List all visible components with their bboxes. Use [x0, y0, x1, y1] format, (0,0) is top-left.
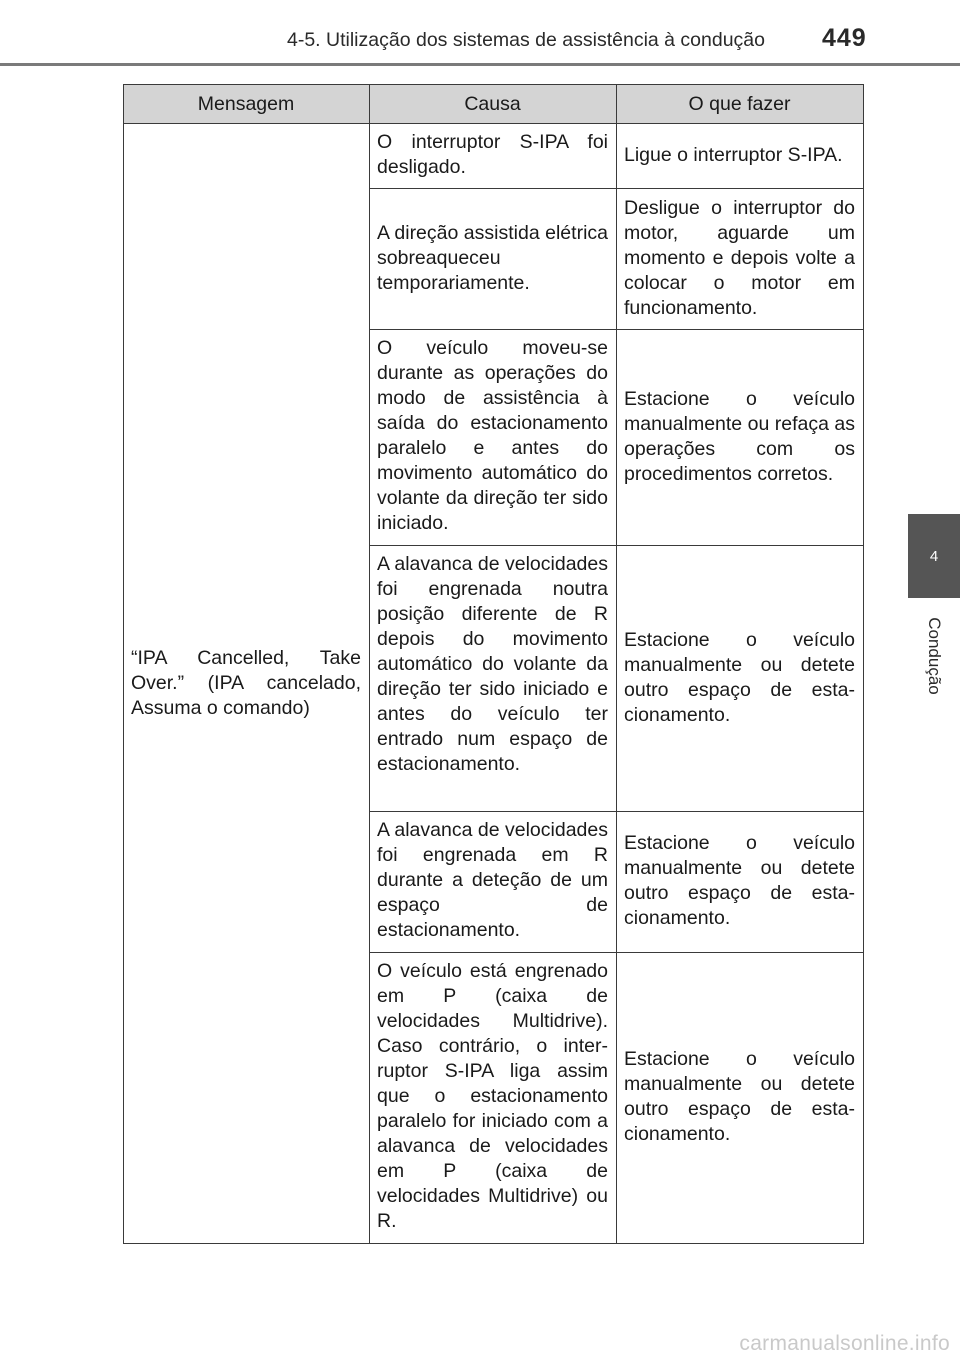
message-cell: “IPA Cancelled, Take Over.” (IPA cancelado, Assuma o comando)	[124, 124, 370, 1244]
action-cell: Estacione o veículo manualmente ou detete outro espaço de estacionamento.	[617, 812, 864, 953]
cause-cell: O interruptor S-IPA foi desligado.	[370, 124, 617, 189]
cause-cell: O veículo está engrenado em P (caixa de velocidades Multidrive). Caso contrário, o interruptor S-IPA liga assim que o estacionamento paralelo for iniciado com a alavanca de velocidades em P (caixa de velocidades Multidrive) ou R.	[370, 953, 617, 1244]
action-cell: Ligue o interruptor S-IPA.	[617, 124, 864, 189]
cause-cell: A direção assistida elétrica sobreaqueceu temporariamente.	[370, 189, 617, 330]
action-cell: Estacione o veículo manualmente ou detete outro espaço de estacionamento.	[617, 953, 864, 1244]
action-cell: Estacione o veículo manualmente ou refaça as operações com os procedimentos corretos.	[617, 330, 864, 546]
chapter-number: 4	[929, 547, 939, 565]
column-header-message: Mensagem	[124, 85, 370, 124]
cause-cell: A alavanca de velocidades foi engrenada em R durante a deteção de um espaço de estacionamento.	[370, 812, 617, 953]
table-row	[124, 124, 864, 189]
site-watermark: carmanualsonline.info	[739, 1332, 950, 1355]
header-divider	[0, 63, 960, 66]
column-header-action: O que fazer	[617, 85, 864, 124]
action-cell: Estacione o veículo manualmente ou detete outro espaço de estacionamento.	[617, 546, 864, 812]
section-title: 4-5. Utilização dos sistemas de assistência à condução	[287, 29, 765, 51]
cause-cell: A alavanca de velocidades foi engrenada noutra posição diferente de R depois do movimento automático do volante da direção ter sido iniciado e antes do veículo ter entrado num espaço de estacionamento.	[370, 546, 617, 812]
chapter-tab	[908, 514, 960, 598]
page-number: 449	[822, 24, 867, 52]
cause-cell: O veículo moveu-se durante as operações do modo de assistência à saída do estacionamento paralelo e antes do movimento automático do volante da direção ter sido iniciado.	[370, 330, 617, 546]
chapter-label: Condução	[925, 617, 944, 695]
action-cell: Desligue o interruptor do motor, aguarde um momento e depois volte a colocar o motor em funcionamento.	[617, 189, 864, 330]
page-header	[0, 0, 960, 64]
column-header-cause: Causa	[370, 85, 617, 124]
table-header-row	[124, 85, 864, 124]
message-table	[123, 84, 864, 1244]
